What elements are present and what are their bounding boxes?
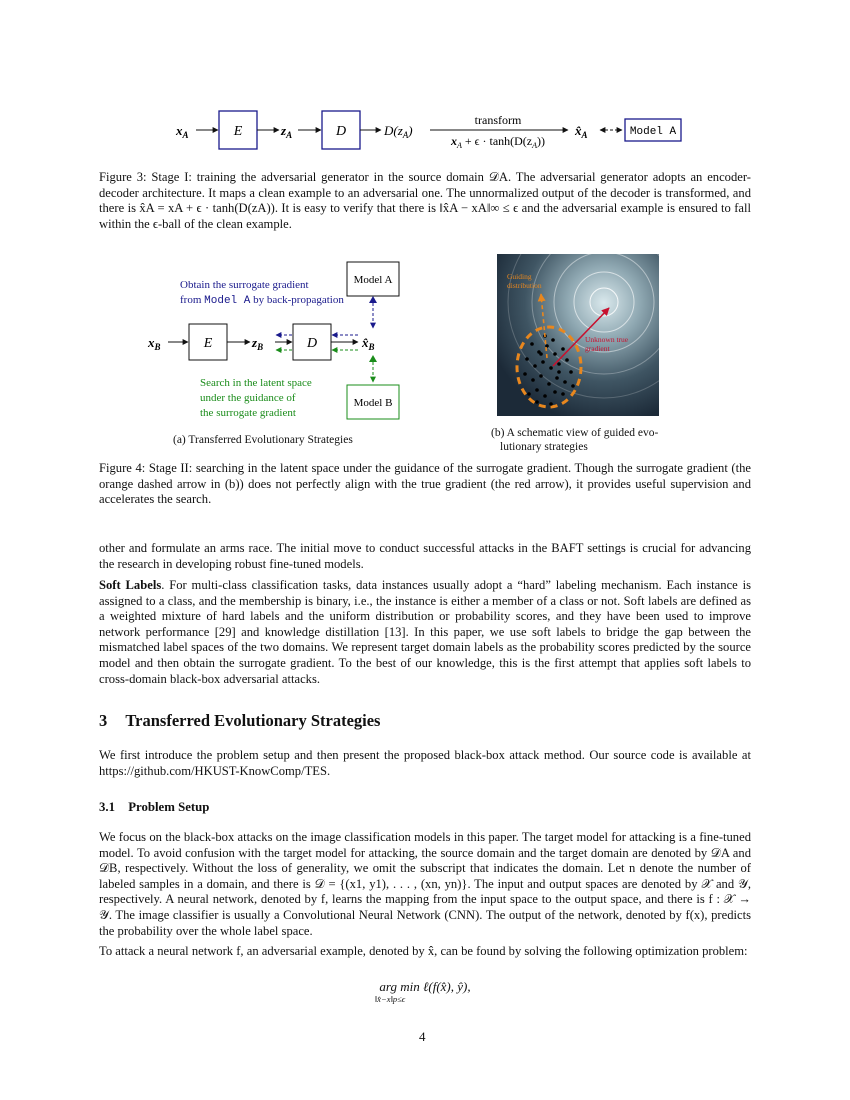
equation-argmin — [340, 979, 510, 1004]
soft-labels-heading: Soft Labels — [99, 578, 162, 592]
figure-4b-schematic — [497, 254, 659, 416]
fig4a-zb-label: $z_B$ — [252, 335, 264, 352]
section-3-heading — [99, 711, 380, 731]
fig4a-xb-label: $x_B$ — [148, 335, 161, 352]
fig4b-unknown-label-2: gradient — [585, 344, 610, 353]
fig4a-green-note-2: under the guidance of — [200, 392, 296, 404]
figure-4b-caption-line-2: lutionary strategies — [500, 441, 588, 453]
figure-4-caption: Figure 4: Stage II: searching in the latent space under the guidance of the surrogate gradient. Though the surrogate gradient (the orange dashed arrow in (b)) does not perfectly align with the true gradient (the red arrow), it provides useful supervision and accelerates the search. — [99, 461, 751, 507]
figure-4b-caption — [491, 426, 681, 454]
paragraph-arms-race: other and formulate an arms race. The initial move to conduct successful attacks in the BAFT settings is crucial for advancing the research in developing robust fine-tuned models. — [99, 541, 751, 571]
fig4a-blue-note-1: Obtain the surrogate gradient — [180, 279, 309, 291]
section-3-title: Transferred Evolutionary Strategies — [125, 711, 381, 730]
fig3-xa-label: $x_A$ — [176, 123, 189, 140]
fig4a-green-note-1: Search in the latent space — [200, 377, 312, 389]
section-3-1-heading — [99, 800, 209, 815]
fig4b-guiding-label-1: Guiding — [507, 272, 532, 281]
figure-4b-caption-line-1: (b) A schematic view of guided evo- — [491, 427, 659, 439]
fig4b-unknown-label-1: Unknown true — [585, 335, 629, 344]
paragraph-soft-labels — [99, 578, 751, 687]
svg-text:E: E — [203, 336, 213, 351]
svg-text:Model A: Model A — [629, 126, 677, 138]
fig3-formula: $x_A + \epsilon \cdot \tanh(D(z_A))$ — [450, 134, 546, 150]
fig4b-guiding-label-2: distribution — [507, 281, 542, 290]
svg-text:D: D — [306, 336, 318, 351]
fig3-za-label: $z_A$ — [281, 123, 293, 140]
section-3-number: 3 — [99, 711, 108, 730]
svg-text:D: D — [335, 124, 347, 139]
section-3-1-title: Problem Setup — [128, 800, 210, 814]
figure-4a-caption: (a) Transferred Evolutionary Strategies — [173, 434, 353, 446]
fig3-dza-label: $D(z_A)$ — [384, 123, 413, 140]
section-3-1-number: 3.1 — [99, 800, 115, 814]
soft-labels-text: . For multi-class classification tasks, data instances usually adopt a “hard” labeling mechanism. Each instance is assigned to a class, and the membership is binary, i.e., the instance is either a member of a class or not. Soft labels are defined as a weighted mixture of hard labels and the uniform distribution or probability scores, and they have been used to improve network performance [29] and knowledge distillation [13]. In this paper, we use soft labels to bridge the gap between the mismatched label spaces of the two domains. We represent target domain labels as the probability scores predicted by the source model and then obtain the surrogate gradient. To the best of our knowledge, this is the first attempt that applies soft labels to cross-domain black-box adversarial attacks. — [99, 578, 751, 686]
figure-3-caption: Figure 3: Stage I: training the adversarial generator in the source domain 𝒟A. The adversarial generator adopts an encoder-decoder architecture. It maps a clean example to an adversarial one. The unnormalized output of the decoder is transformed, and there is x̂A = xA + ϵ · tanh(D(zA)). It is easy to verify that there is ‖x̂A − xA‖∞ ≤ ϵ and the adversarial example is ensured to fall within the ϵ-ball of the clean example. — [99, 170, 751, 231]
equation-subscript: ‖x̂−x‖p≤ϵ — [374, 994, 406, 1004]
figure-3-diagram — [170, 105, 690, 160]
equation-main: arg min ℓ(f(x̂), ŷ), — [379, 979, 471, 994]
page-number: 4 — [419, 1029, 426, 1044]
fig4a-blue-note-2: from Model A by back-propagation — [180, 294, 344, 307]
fig3-xhat-label: $x̂_A$ — [575, 123, 588, 140]
paragraph-problem-setup: We focus on the black-box attacks on the image classification models in this paper. The target model for attacking is a fine-tuned model. To avoid confusion with the target model for attacking, the source domain and the target domain are denoted by 𝒟A and 𝒟B, respectively. Without the loss of generality, we omit the subscript that indicates the domain. Let n denote the number of labeled samples in a domain, and there is 𝒟 = {(x1, y1), . . . , (xn, yn)}. The input and output spaces are denoted by 𝒳 and 𝒴, respectively. A neural network, denoted by f, learns the mapping from the input space to the output space, and there is f : 𝒳 → 𝒴. The image classifier is usually a Convolutional Neural Network (CNN). The output of the network, denoted by f(x), predicts the probability over the whole label space. — [99, 830, 751, 938]
svg-text:Model B: Model B — [353, 397, 393, 409]
fig4a-xhatb-label: $x̂_B$ — [362, 335, 375, 352]
fig4a-green-note-3: the surrogate gradient — [200, 407, 296, 419]
svg-text:E: E — [233, 124, 243, 139]
figure-4a-diagram — [140, 258, 415, 428]
paragraph-intro: We first introduce the problem setup and then present the proposed black-box attack method. Our source code is available at https://github.com/HKUST-KnowComp/TES. — [99, 748, 751, 778]
paragraph-attack: To attack a neural network f, an adversarial example, denoted by x̂, can be found by solving the following optimization problem: — [99, 944, 748, 958]
fig3-transform-label: transform — [474, 113, 522, 127]
svg-text:Model A: Model A — [353, 274, 393, 286]
